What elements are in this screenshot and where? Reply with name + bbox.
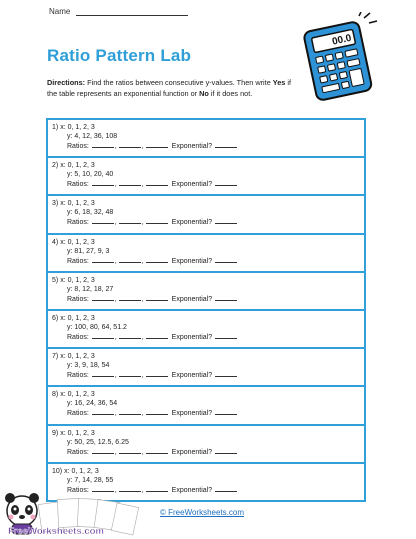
x-values: x: 0, 1, 2, 3 — [64, 467, 99, 475]
y-values: y: 8, 12, 18, 27 — [67, 285, 114, 293]
answer-blank[interactable] — [92, 294, 114, 301]
answer-blank[interactable] — [215, 485, 237, 492]
problem-number: 1) — [52, 124, 59, 131]
copyright-link[interactable]: © FreeWorksheets.com — [160, 508, 244, 517]
y-values: y: 4, 12, 36, 108 — [67, 133, 118, 140]
directions-label: Directions: — [47, 78, 86, 87]
answer-blank[interactable] — [215, 217, 237, 224]
problem-x-line — [52, 390, 364, 399]
answer-blank[interactable] — [119, 179, 141, 186]
name-line[interactable] — [76, 7, 188, 16]
answer-blank[interactable] — [119, 256, 141, 263]
name-label: Name — [49, 7, 71, 16]
directions-text-1: Find the ratios between consecutive y-values. Then write — [85, 78, 273, 87]
answer-blank[interactable] — [92, 332, 114, 339]
answer-blank[interactable] — [146, 179, 168, 186]
answer-blank[interactable] — [92, 447, 114, 454]
answer-blank[interactable] — [146, 447, 168, 454]
problem-item — [48, 426, 364, 464]
ratios-line: Ratios: , , Exponential? — [52, 294, 364, 304]
x-values: x: 0, 1, 2, 3 — [60, 314, 95, 322]
problem-x-line — [52, 352, 364, 361]
answer-blank[interactable] — [146, 141, 168, 148]
answer-blank[interactable] — [146, 332, 168, 339]
y-values: y: 5, 10, 20, 40 — [67, 171, 114, 179]
y-values: y: 50, 25, 12.5, 6.25 — [67, 438, 129, 446]
ratios-line: Ratios: , , Exponential? — [52, 332, 364, 342]
ratios-line: Ratios: , , Exponential? — [52, 179, 364, 189]
answer-blank[interactable] — [119, 408, 141, 415]
y-values: y: 100, 80, 64, 51.2 — [67, 323, 127, 331]
answer-blank[interactable] — [215, 408, 237, 415]
problem-x-line — [52, 429, 364, 438]
ratios-line: Ratios: , , Exponential? — [52, 485, 364, 495]
ratios-line: Ratios: , , Exponential? — [52, 370, 364, 380]
problem-item — [48, 273, 364, 311]
answer-blank[interactable] — [215, 294, 237, 301]
directions-text-3: if it does not. — [208, 89, 253, 99]
answer-blank[interactable] — [119, 370, 141, 377]
problem-x-line — [52, 238, 364, 247]
answer-blank[interactable] — [92, 256, 114, 263]
answer-blank[interactable] — [215, 332, 237, 339]
exponential-label: Exponential? — [171, 219, 213, 227]
ratios-line: Ratios: , , Exponential? — [52, 141, 364, 151]
problem-x-line — [52, 467, 364, 476]
problem-number: 9) — [52, 429, 59, 437]
answer-blank[interactable] — [146, 370, 168, 377]
problem-x-line — [52, 161, 364, 170]
x-values: x: 0, 1, 2, 3 — [60, 391, 95, 399]
problem-x-line — [52, 123, 364, 132]
exponential-label: Exponential? — [171, 410, 213, 418]
ratios-label: Ratios: — [67, 143, 89, 150]
answer-blank[interactable] — [215, 447, 237, 454]
ratios-line: Ratios: , , Exponential? — [52, 256, 364, 266]
y-values: y: 7, 14, 28, 55 — [67, 476, 114, 484]
x-values: x: 0, 1, 2, 3 — [60, 429, 95, 437]
answer-blank[interactable] — [92, 408, 114, 415]
y-values: y: 6, 18, 32, 48 — [67, 209, 114, 217]
problem-number: 8) — [52, 391, 59, 399]
problem-number: 10) — [52, 467, 63, 475]
directions — [47, 77, 299, 99]
name-field[interactable] — [49, 7, 188, 16]
problem-x-line — [52, 276, 364, 285]
ratios-label: Ratios: — [67, 333, 89, 341]
calculator-icon — [298, 12, 380, 104]
ratios-label: Ratios: — [67, 181, 89, 189]
exponential-label: Exponential? — [171, 181, 213, 189]
problems-table — [46, 118, 366, 502]
answer-blank[interactable] — [92, 141, 114, 148]
answer-blank[interactable] — [92, 370, 114, 377]
problem-number: 4) — [52, 238, 59, 246]
answer-blank[interactable] — [119, 217, 141, 224]
exponential-label: Exponential? — [171, 372, 213, 380]
problem-number: 5) — [52, 276, 59, 284]
exponential-label: Exponential? — [171, 143, 213, 150]
y-values: y: 3, 9, 18, 54 — [67, 362, 110, 370]
y-values: y: 16, 24, 36, 54 — [67, 400, 118, 408]
x-values: x: 0, 1, 2, 3 — [60, 238, 95, 246]
problem-number: 3) — [52, 200, 59, 208]
problem-number: 7) — [52, 353, 59, 361]
logo-text: FreeWorksheets.com — [8, 526, 104, 537]
answer-blank[interactable] — [92, 217, 114, 224]
ratios-label: Ratios: — [67, 295, 89, 303]
answer-blank[interactable] — [119, 447, 141, 454]
directions-yes: Yes — [272, 78, 286, 87]
page-title: Ratio Pattern Lab — [47, 46, 192, 65]
answer-blank[interactable] — [119, 332, 141, 339]
calculator-display: 00.0 — [331, 32, 353, 48]
x-values: x: 0, 1, 2, 3 — [60, 200, 95, 208]
problem-item — [48, 349, 364, 387]
problem-item — [48, 235, 364, 273]
x-values: x: 0, 1, 2, 3 — [60, 124, 95, 131]
exponential-label: Exponential? — [171, 486, 213, 494]
problem-x-line — [52, 314, 364, 323]
answer-blank[interactable] — [119, 294, 141, 301]
x-values: x: 0, 1, 2, 3 — [60, 276, 95, 284]
exponential-label: Exponential? — [171, 333, 213, 341]
answer-blank[interactable] — [119, 141, 141, 148]
ratios-label: Ratios: — [67, 219, 89, 227]
ratios-line: Ratios: , , Exponential? — [52, 447, 364, 457]
problem-item — [48, 120, 364, 158]
answer-blank[interactable] — [146, 256, 168, 263]
ratios-label: Ratios: — [67, 372, 89, 380]
x-values: x: 0, 1, 2, 3 — [60, 353, 95, 361]
problem-item — [48, 311, 364, 349]
ratios-label: Ratios: — [67, 448, 89, 456]
ratios-label: Ratios: — [67, 486, 89, 494]
directions-no: No — [199, 89, 209, 99]
y-values: y: 81, 27, 9, 3 — [67, 247, 110, 255]
problem-item — [48, 158, 364, 196]
problem-number: 6) — [52, 314, 59, 322]
directions-text-2: if the table represents an exponential function or — [47, 78, 292, 99]
problem-x-line — [52, 199, 364, 208]
answer-blank[interactable] — [146, 217, 168, 224]
answer-blank[interactable] — [215, 141, 237, 148]
answer-blank[interactable] — [215, 256, 237, 263]
problem-number: 2) — [52, 162, 59, 170]
ratios-line: Ratios: , , Exponential? — [52, 217, 364, 227]
exponential-label: Exponential? — [171, 257, 213, 265]
answer-blank[interactable] — [215, 370, 237, 377]
ratios-line: Ratios: , , Exponential? — [52, 408, 364, 418]
exponential-label: Exponential? — [171, 295, 213, 303]
answer-blank[interactable] — [215, 179, 237, 186]
problem-item — [48, 196, 364, 234]
ratios-label: Ratios: — [67, 257, 89, 265]
exponential-label: Exponential? — [171, 448, 213, 456]
answer-blank[interactable] — [146, 408, 168, 415]
ratios-label: Ratios: — [67, 410, 89, 418]
answer-blank[interactable] — [146, 485, 168, 492]
problem-item — [48, 387, 364, 425]
answer-blank[interactable] — [92, 179, 114, 186]
answer-blank[interactable] — [146, 294, 168, 301]
x-values: x: 0, 1, 2, 3 — [60, 162, 95, 170]
